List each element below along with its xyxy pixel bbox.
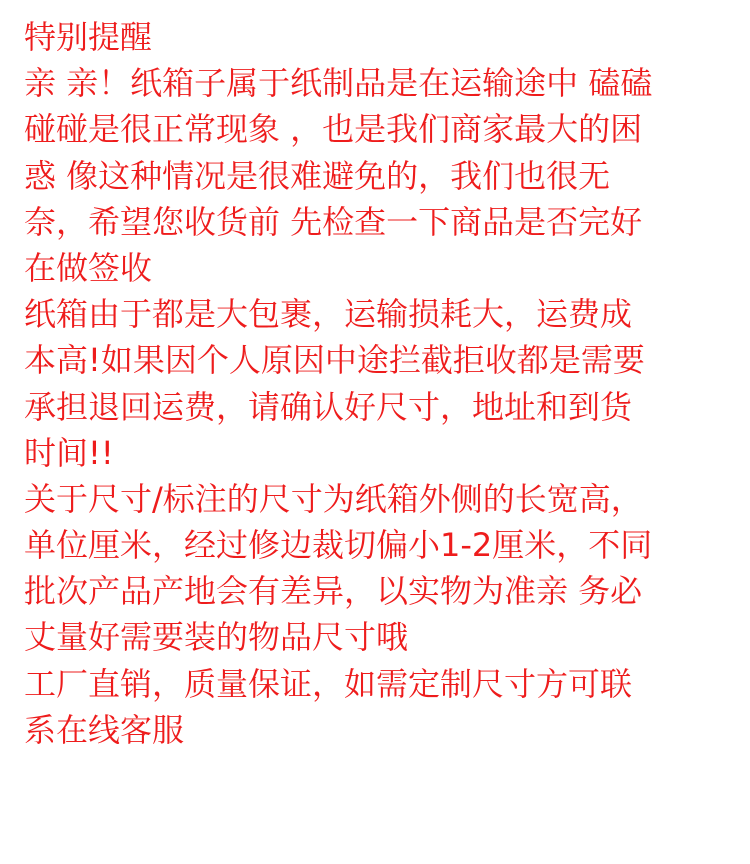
notice-line: 本高!如果因个人原因中途拦截拒收都是需要 xyxy=(24,341,645,380)
notice-line: 惑 像这种情况是很难避免的，我们也很无 xyxy=(24,156,611,195)
notice-title: 特别提醒 xyxy=(24,18,153,56)
notice-line: 纸箱由于都是大包裹，运输损耗大，运费成 xyxy=(24,295,633,334)
notice-line: 关于尺寸/标注的尺寸为纸箱外侧的长宽高， xyxy=(24,479,643,518)
notice-line: 奈，希望您收货前 先检查一下商品是否完好 xyxy=(24,202,643,241)
notice-line: 批次产品产地会有差异，以实物为准亲 务必 xyxy=(24,572,643,611)
notice-line: 承担退回运费，请确认好尺寸，地址和到货 xyxy=(24,387,633,426)
notice-line: 时间!! xyxy=(24,433,114,472)
notice-line: 碰碰是很正常现象 ，也是我们商家最大的困 xyxy=(24,110,643,149)
notice-line: 单位厘米，经过修边裁切偏小1-2厘米，不同 xyxy=(24,526,653,565)
notice-line: 工厂直销，质量保证，如需定制尺寸方可联 xyxy=(24,664,633,703)
notice-line: 系在线客服 xyxy=(24,710,185,749)
notice-line: 丈量好需要装的物品尺寸哦 xyxy=(24,618,409,657)
notice-line: 在做签收 xyxy=(24,248,153,287)
seller-notice xyxy=(24,14,726,753)
notice-line: 亲 亲！纸箱子属于纸制品是在运输途中 磕磕 xyxy=(24,64,653,103)
